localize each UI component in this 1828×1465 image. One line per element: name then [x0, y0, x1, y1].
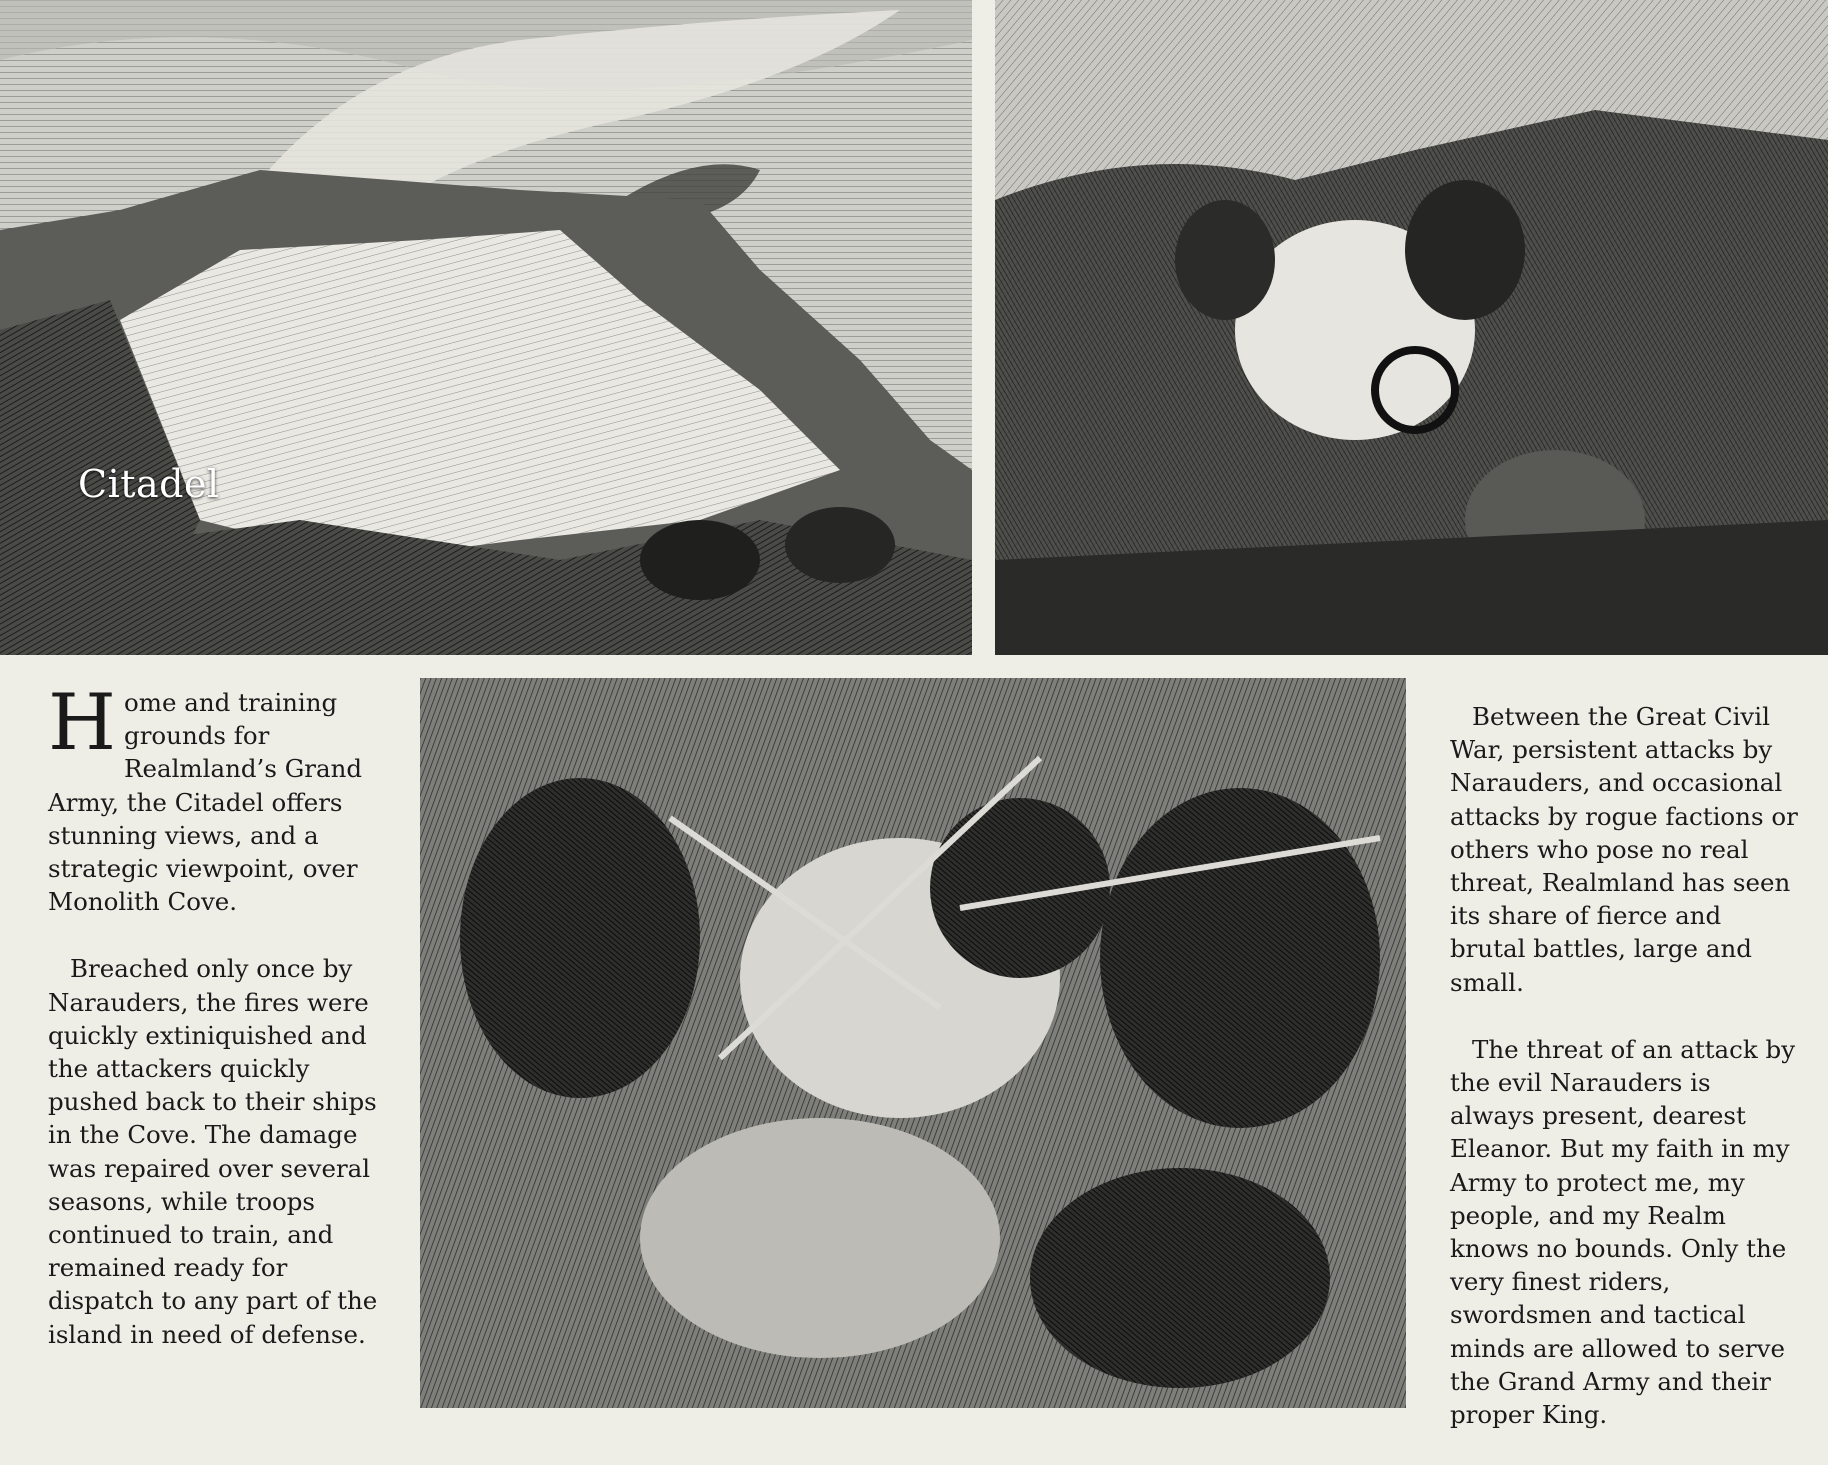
- dropcap-letter: H: [48, 678, 117, 768]
- right-text-column: [1450, 700, 1800, 1465]
- left-paragraph-1: [48, 678, 393, 918]
- cavalry-battle-art: [995, 0, 1828, 655]
- left-paragraph-1-text: ome and training grounds for Realmland’s Grand Army, the Citadel offers stunning views, and a strategic viewpoint, over Monolith Cove.: [48, 688, 363, 917]
- melee-battle-art: [420, 678, 1406, 1408]
- right-paragraph-1: Between the Great Civil War, persistent attacks by Narauders, and occasional attacks by rogue factions or others who pose no real threat, Realmland has seen its share of fierce and brutal battles, large and small.: [1450, 702, 1798, 997]
- left-paragraph-2: Breached only once by Narauders, the fires were quickly extiniquished and the attackers quickly pushed back to their ships in the Cove. The damage was repaired over several seasons, while troops continued to train, and remained ready for dispatch to any part of the island in need of defense.: [48, 954, 378, 1349]
- cavalry-battle-engraving: [995, 0, 1828, 655]
- left-text-column: [48, 678, 393, 1385]
- melee-battle-engraving: [420, 678, 1406, 1408]
- citadel-caption: Citadel: [78, 462, 220, 506]
- citadel-engraving-art: [0, 0, 972, 655]
- right-paragraph-2: The threat of an attack by the evil Narauders is always present, dearest Eleanor. But my faith in my Army to protect me, my people, and my Realm knows no bounds. Only the very finest riders, swordsmen and tactical minds are allowed to serve the Grand Army and their proper King.: [1450, 1034, 1796, 1430]
- citadel-engraving: [0, 0, 972, 655]
